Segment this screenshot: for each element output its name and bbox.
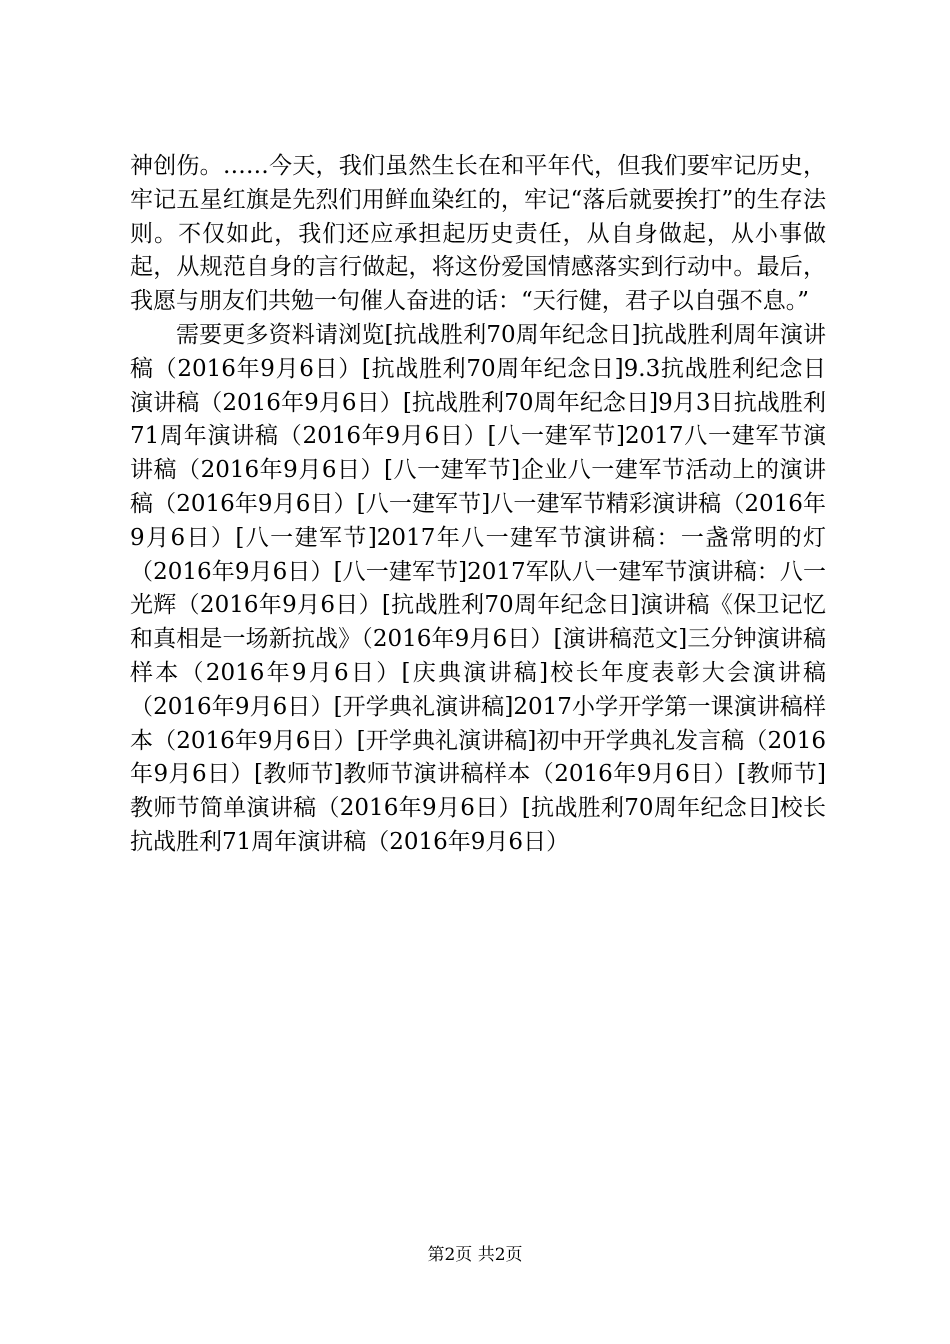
- page-footer: 第2页 共2页: [427, 1245, 523, 1265]
- body-paragraph-1: 神创伤。……今天，我们虽然生长在和平年代，但我们要牢记历史，牢记五星红旗是先烈们用鲜血染红的，牢记“落后就要挨打”的生存法则。不仅如此，我们还应承担起历史责任，从自身做起，从小事做起，从规范自身的言行做起，将这份爱国情感落实到行动中。最后，我愿与朋友们共勉一句催人奋进的话：“天行健，君子以自强不息。”: [130, 153, 826, 315]
- body-paragraph-2: 需要更多资料请浏览[抗战胜利70周年纪念日]抗战胜利周年演讲稿（2016年9月6日）[抗战胜利70周年纪念日]9.3抗战胜利纪念日演讲稿（2016年9月6日）[抗战胜利70周年纪念日]9月3日抗战胜利71周年演讲稿（2016年9月6日）[八一建军节]2017八一建军节演讲稿（2016年9月6日）[八一建军节]企业八一建军节活动上的演讲稿（2016年9月6日）[八一建军节]八一建军节精彩演讲稿（2016年9月6日）[八一建军节]2017年八一建军节演讲稿：一盏常明的灯（2016年9月6日）[八一建军节]2017军队八一建军节演讲稿：八一光辉（2016年9月6日）[抗战胜利70周年纪念日]演讲稿《保卫记忆和真相是一场新抗战》（2016年9月6日）[演讲稿范文]三分钟演讲稿样本（2016年9月6日）[庆典演讲稿]校长年度表彰大会演讲稿（2016年9月6日）[开学典礼演讲稿]2017小学开学第一课演讲稿样本（2016年9月6日）[开学典礼演讲稿]初中开学典礼发言稿（2016年9月6日）[教师节]教师节演讲稿样本（2016年9月6日）[教师节]教师节简单演讲稿（2016年9月6日）[抗战胜利70周年纪念日]校长抗战胜利71周年演讲稿（2016年9月6日）: [130, 321, 826, 855]
- document-body: [130, 150, 826, 860]
